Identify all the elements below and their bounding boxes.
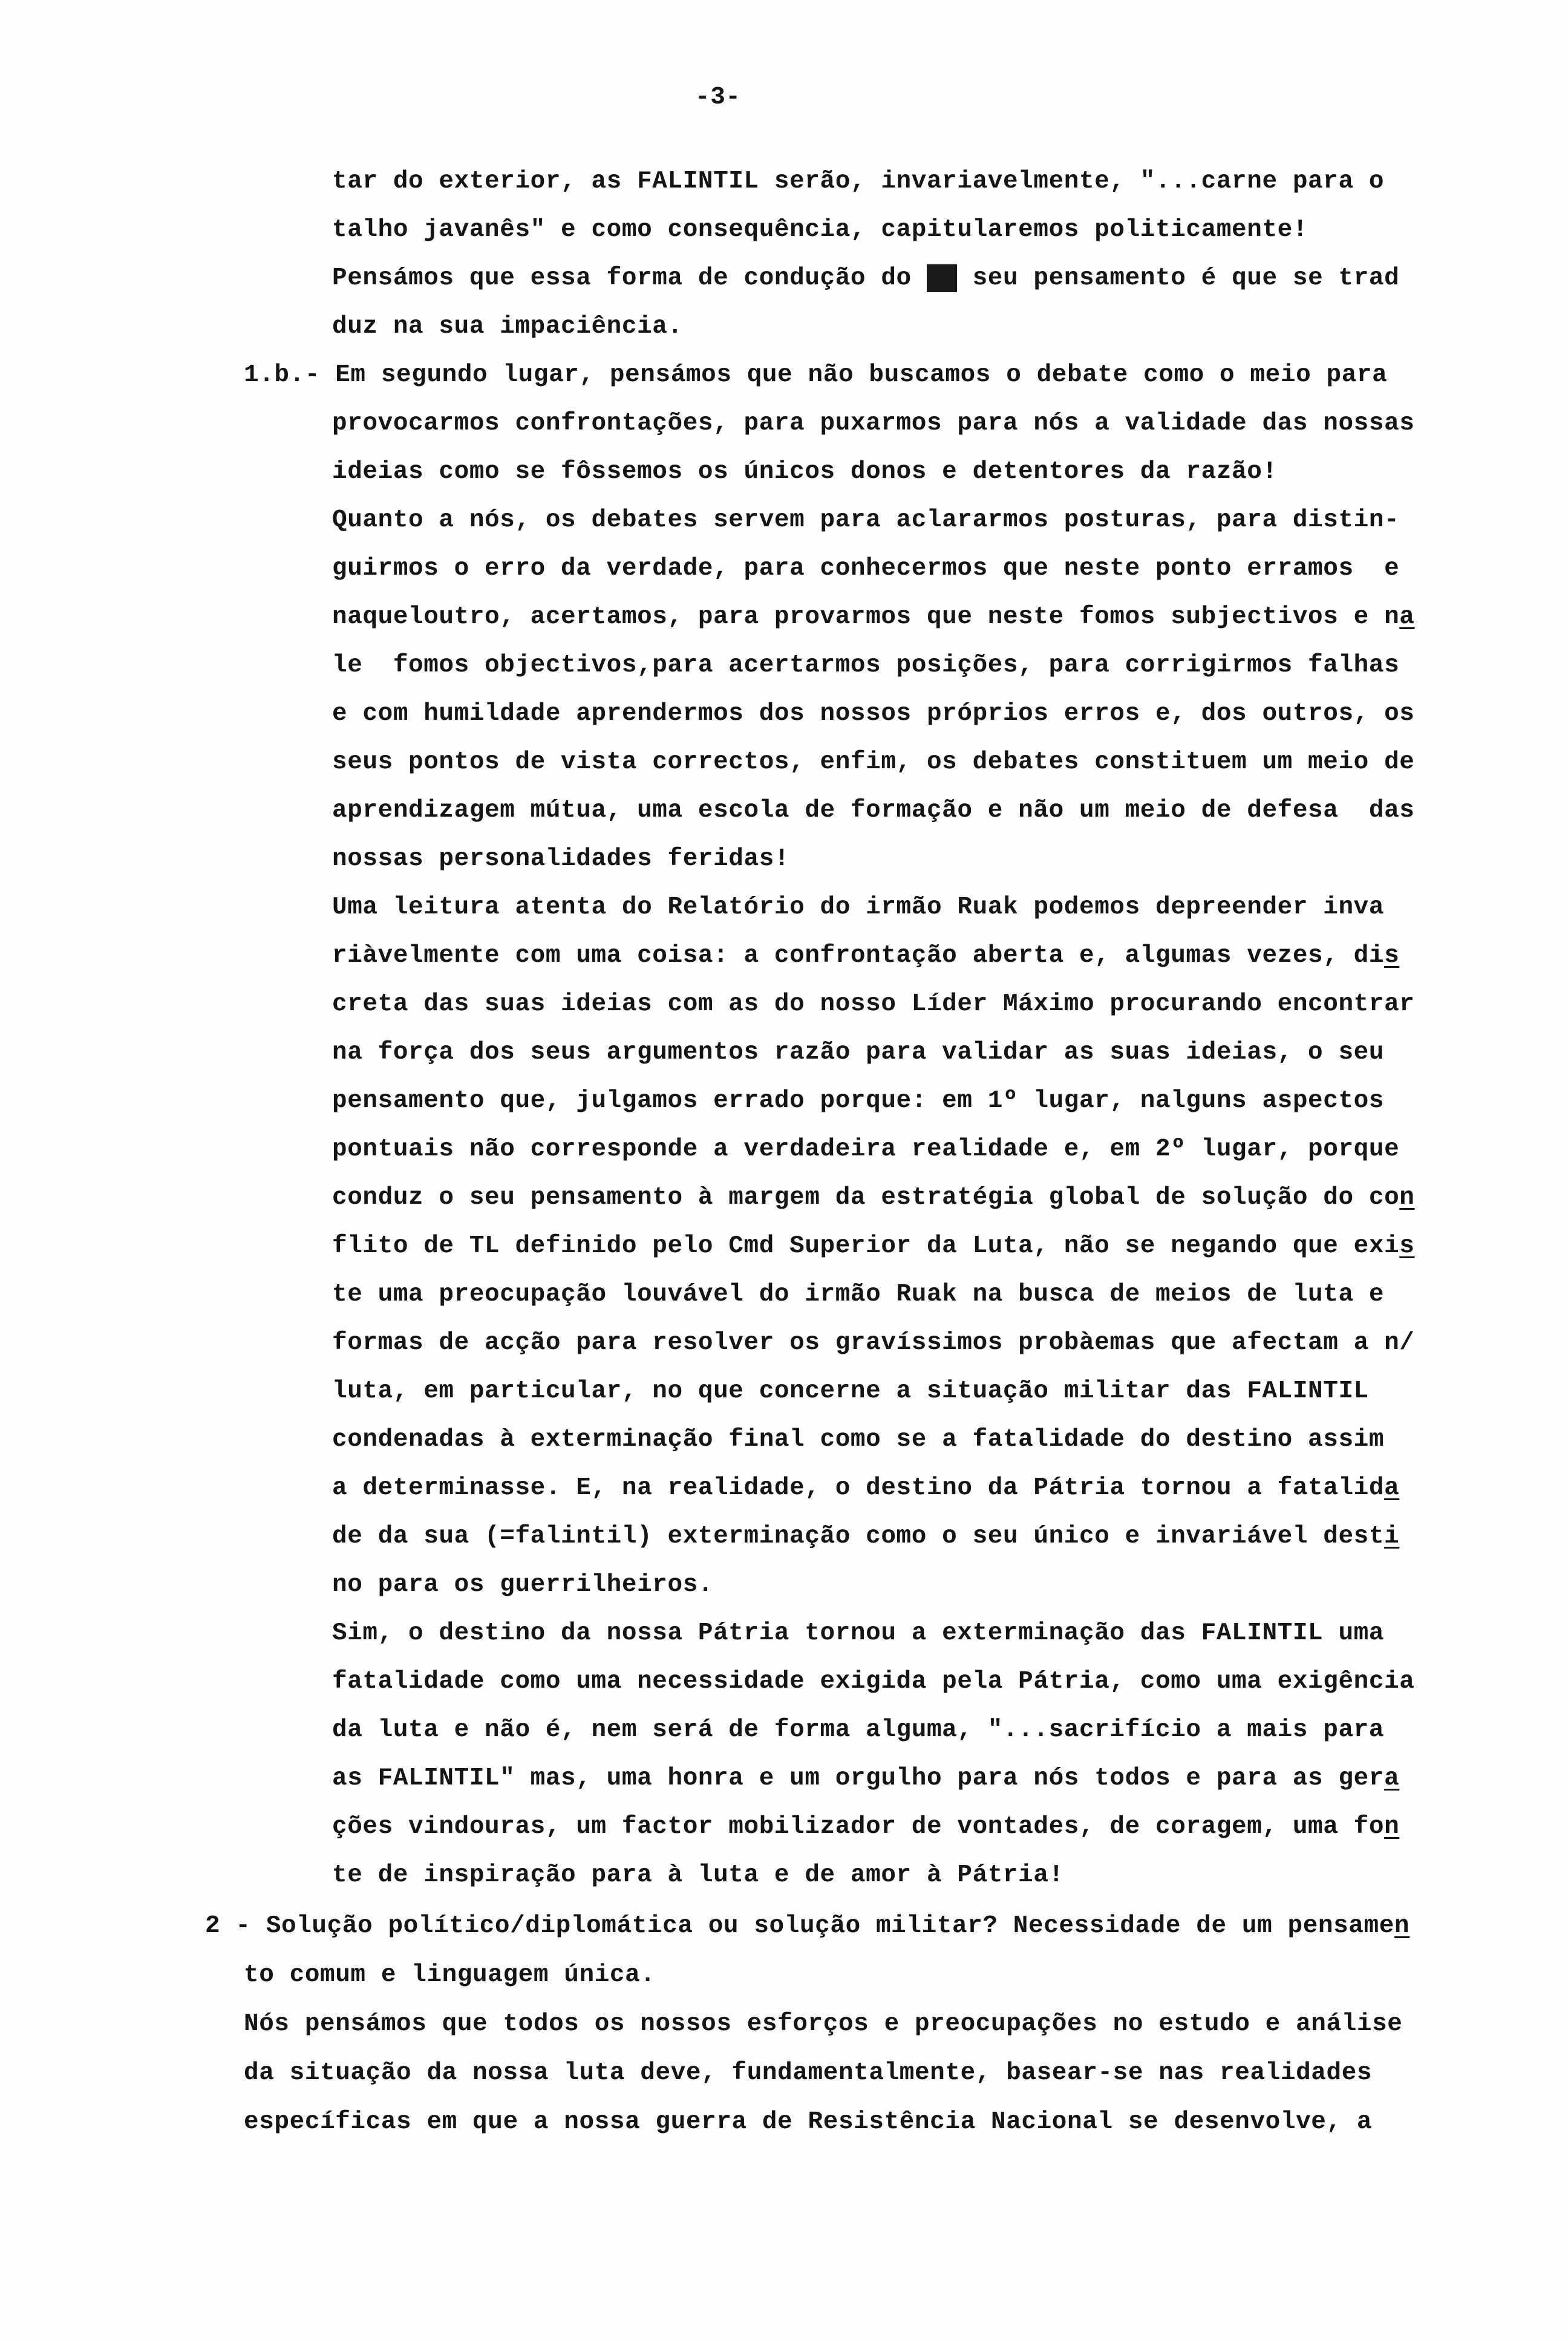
line-text: no para os guerrilheiros. <box>332 1571 714 1599</box>
line-text: específicas em que a nossa guerra de Resistência Nacional se desenvolve, a <box>244 2108 1373 2136</box>
text-line <box>332 264 1399 293</box>
line-text: ideias como se fôssemos os únicos donos e detentores da razão! <box>332 458 1278 486</box>
line-text: provocarmos confrontações, para puxarmos para nós a validade das nossas <box>332 410 1415 437</box>
text-line <box>332 1232 1415 1261</box>
text-line <box>332 699 1414 728</box>
text-line <box>332 215 1308 244</box>
text-line <box>332 1425 1384 1454</box>
line-text: creta das suas ideias com as do nosso Líder Máximo procurando encontrar <box>332 990 1415 1018</box>
line-text: le fomos objectivos,para acertarmos posições, para corrigirmos falhas <box>332 651 1400 679</box>
line-text: a determinasse. E, na realidade, o destino da Pátria tornou a fatalid <box>332 1474 1385 1502</box>
hyphenation-underlined-char: i <box>1384 1523 1400 1550</box>
text-line <box>332 1038 1384 1067</box>
line-text: 2 - Solução político/diplomática ou solução militar? Necessidade de um pensame <box>205 1912 1394 1940</box>
text-line <box>332 409 1414 438</box>
line-text: naqueloutro, acertamos, para provarmos que neste fomos subjectivos e n <box>332 603 1400 631</box>
line-text: te de inspiração para à luta e de amor à Pátria! <box>332 1861 1064 1889</box>
page-number: -3- <box>695 83 741 111</box>
line-text: nossas personalidades feridas! <box>332 845 790 873</box>
line-text: Sim, o destino da nossa Pátria tornou a exterminação das FALINTIL uma <box>332 1619 1385 1647</box>
hyphenation-underlined-char: n <box>1384 1813 1400 1841</box>
text-line <box>332 1280 1384 1309</box>
line-text: condenadas à exterminação final como se a fatalidade do destino assim <box>332 1426 1385 1454</box>
line-text: aprendizagem mútua, uma escola de formação e não um meio de defesa das <box>332 797 1415 824</box>
hyphenation-underlined-char: s <box>1384 942 1400 970</box>
text-line <box>244 361 1387 390</box>
line-text: to comum e linguagem única. <box>244 1961 656 1989</box>
line-text: e com humildade aprendermos dos nossos próprios erros e, dos outros, os <box>332 700 1415 728</box>
line-text: da luta e não é, nem será de forma alguma, "...sacrifício a mais para <box>332 1716 1385 1744</box>
text-line <box>244 2010 1403 2039</box>
text-line <box>332 1619 1384 1648</box>
text-line <box>244 2059 1372 2088</box>
text-line <box>332 1328 1414 1357</box>
line-text: as FALINTIL" mas, uma honra e um orgulho para nós todos e para as ger <box>332 1765 1385 1792</box>
line-text: fatalidade como uma necessidade exigida pela Pátria, como uma exigência <box>332 1668 1415 1696</box>
line-text: flito de TL definido pelo Cmd Superior da Luta, não se negando que exi <box>332 1232 1400 1260</box>
text-line <box>332 1667 1414 1696</box>
line-text: ções vindouras, um factor mobilizador de vontades, de coragem, uma fo <box>332 1813 1385 1841</box>
text-line <box>332 990 1414 1019</box>
text-line <box>332 1570 713 1599</box>
text-line <box>332 748 1414 777</box>
hyphenation-underlined-char: a <box>1399 603 1415 631</box>
text-line <box>332 941 1399 970</box>
line-text: te uma preocupação louvável do irmão Ruak na busca de meios de luta e <box>332 1281 1385 1308</box>
hyphenation-underlined-char: n <box>1394 1912 1410 1940</box>
text-line <box>205 1912 1410 1941</box>
line-text: na força dos seus argumentos razão para validar as suas ideias, o seu <box>332 1039 1385 1066</box>
line-text: riàvelmente com uma coisa: a confrontação aberta e, algumas vezes, di <box>332 942 1385 970</box>
text-line <box>332 844 789 873</box>
text-line <box>332 1377 1369 1406</box>
text-line <box>332 1812 1399 1841</box>
line-text: luta, em particular, no que concerne a situação militar das FALINTIL <box>332 1377 1369 1405</box>
line-text: de da sua (=falintil) exterminação como o seu único e invariável dest <box>332 1523 1385 1550</box>
line-text: talho javanês" e como consequência, capitularemos politicamente! <box>332 216 1308 244</box>
text-line <box>332 1183 1415 1212</box>
text-line <box>332 167 1384 196</box>
line-text: conduz o seu pensamento à margem da estratégia global de solução do co <box>332 1184 1400 1212</box>
text-line <box>332 1086 1384 1115</box>
line-text: seus pontos de vista correctos, enfim, os debates constituem um meio de <box>332 748 1415 776</box>
line-text: formas de acção para resolver os gravíssimos probàemas que afectam a n/ <box>332 1329 1415 1357</box>
text-line <box>332 1474 1399 1503</box>
text-line <box>332 1522 1399 1551</box>
text-line <box>244 1961 656 1990</box>
hyphenation-underlined-char: s <box>1399 1232 1415 1260</box>
text-line <box>332 1861 1064 1890</box>
text-line <box>332 602 1415 632</box>
line-text-continued: seu pensamento é que se trad <box>957 264 1400 292</box>
line-text: 1.b.- Em segundo lugar, pensámos que não buscamos o debate como o meio para <box>244 361 1388 389</box>
line-text: guirmos o erro da verdade, para conhecermos que neste ponto erramos e <box>332 555 1400 583</box>
hyphenation-underlined-char: n <box>1399 1184 1415 1212</box>
line-text: da situação da nossa luta deve, fundamentalmente, basear-se nas realidades <box>244 2059 1373 2087</box>
text-line <box>244 2108 1372 2137</box>
text-line <box>332 457 1278 486</box>
text-line <box>332 1716 1384 1745</box>
text-line <box>332 651 1399 680</box>
struck-out-text: mm <box>926 264 958 292</box>
line-text: pontuais não corresponde a verdadeira realidade e, em 2º lugar, porque <box>332 1135 1400 1163</box>
line-text: pensamento que, julgamos errado porque: em 1º lugar, nalguns aspectos <box>332 1087 1385 1115</box>
text-line <box>332 796 1414 825</box>
line-text: Nós pensámos que todos os nossos esforços e preocupações no estudo e análise <box>244 2010 1403 2038</box>
text-line <box>332 554 1399 583</box>
line-text: Uma leitura atenta do Relatório do irmão Ruak podemos depreender inva <box>332 893 1385 921</box>
text-line <box>332 1764 1399 1793</box>
text-line <box>332 506 1399 535</box>
text-line <box>332 1135 1399 1164</box>
line-text: Quanto a nós, os debates servem para aclararmos posturas, para distin- <box>332 506 1400 534</box>
text-line <box>332 893 1384 922</box>
line-text: Pensámos que essa forma de condução do <box>332 264 927 292</box>
line-text: duz na sua impaciência. <box>332 313 683 341</box>
hyphenation-underlined-char: a <box>1384 1765 1400 1792</box>
line-text: tar do exterior, as FALINTIL serão, invariavelmente, "...carne para o <box>332 168 1385 195</box>
hyphenation-underlined-char: a <box>1384 1474 1400 1502</box>
text-line <box>332 312 683 341</box>
